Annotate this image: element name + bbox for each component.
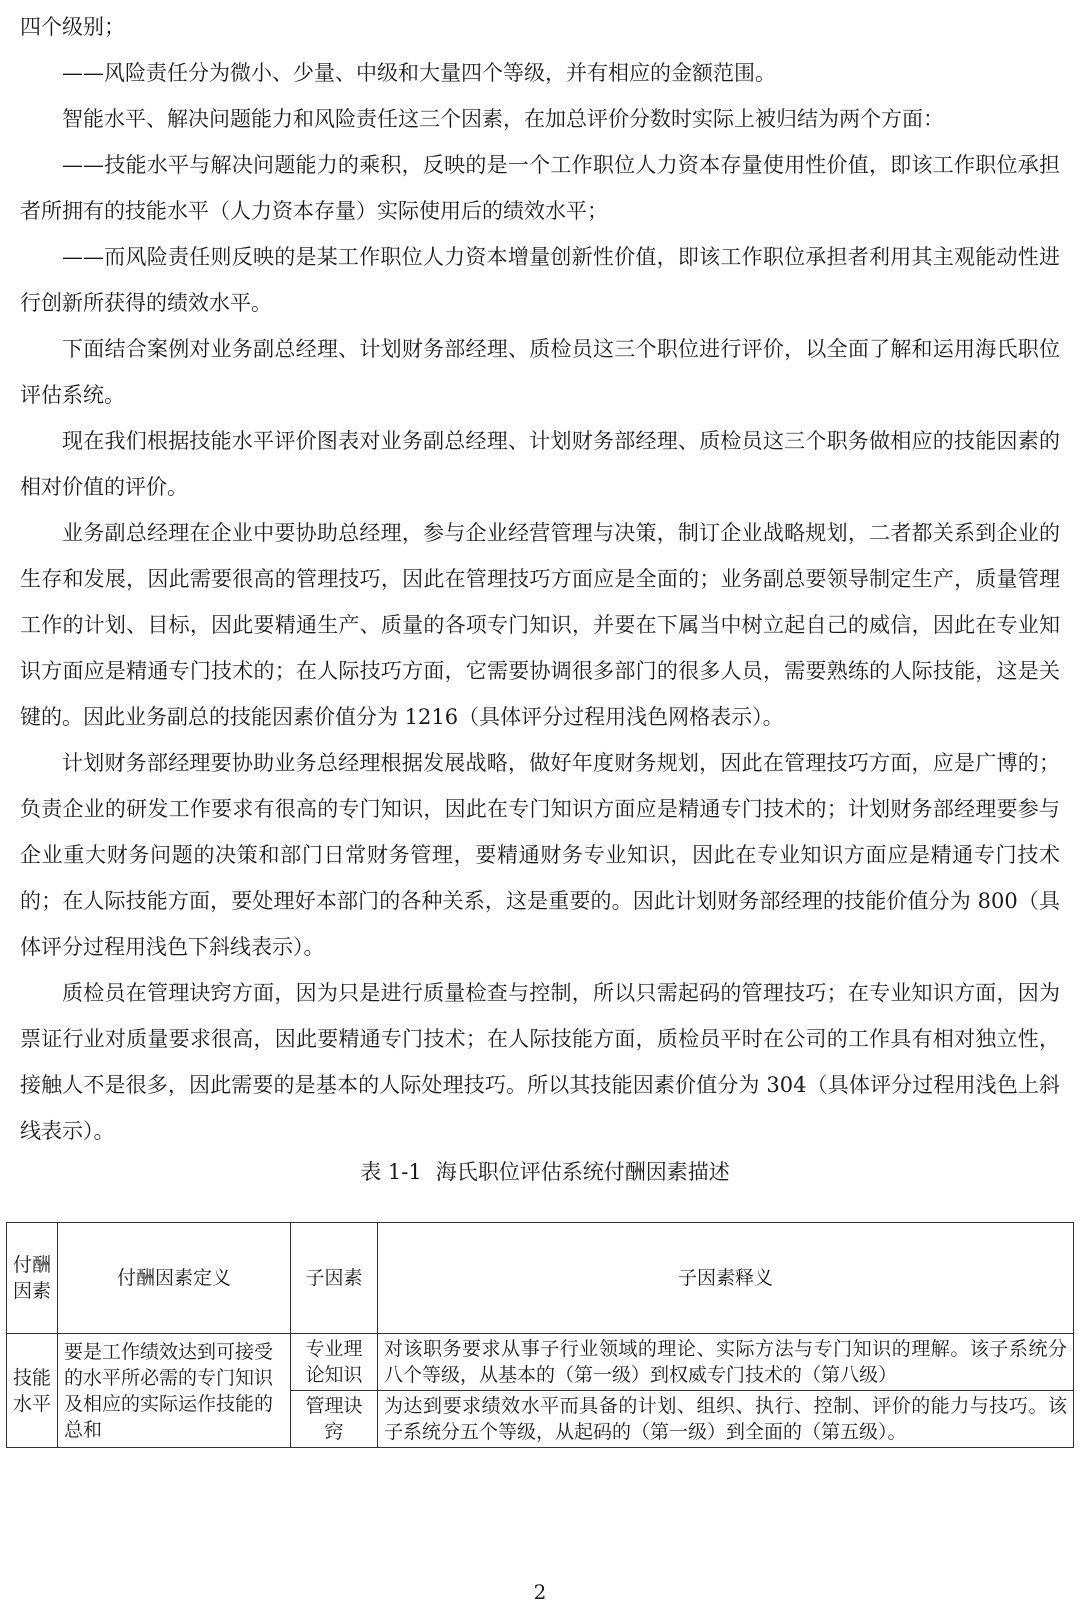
header-definition: 付酬因素定义	[58, 1223, 291, 1334]
paragraph: 质检员在管理诀窍方面，因为只是进行质量检查与控制，所以只需起码的管理技巧；在专业知识方面，因为票证行业对质量要求很高，因此要精通专门技术；在人际技能方面，质检员平时在公司的工作具有相对独立性，接触人不是很多，因此需要的是基本的人际处理技巧。所以其技能因素价值分为 304（具体评分过程用浅色上斜线表示）。	[20, 981, 1060, 1143]
header-explanation: 子因素释义	[378, 1223, 1074, 1334]
cell-subfactor: 管理诀窍	[291, 1391, 378, 1448]
paragraph: 下面结合案例对业务副总经理、计划财务部经理、质检员这三个职位进行评价，以全面了解和运用海氏职位评估系统。	[20, 337, 1060, 407]
table-header-row	[7, 1223, 1074, 1334]
table-row	[7, 1334, 1074, 1391]
table-caption-title: 海氏职位评估系统付酬因素描述	[435, 1160, 730, 1184]
cell-definition: 要是工作绩效达到可接受的水平所必需的专门知识及相应的实际运作技能的总和	[58, 1334, 291, 1448]
table-caption-number: 表 1-1	[360, 1160, 422, 1184]
factor-table	[6, 1222, 1074, 1448]
cell-factor: 技能水平	[7, 1334, 58, 1448]
cell-explanation: 为达到要求绩效水平而具备的计划、组织、执行、控制、评价的能力与技巧。该子系统分五个等级，从起码的（第一级）到全面的（第五级）。	[378, 1391, 1074, 1448]
header-factor: 付酬因素	[7, 1223, 58, 1334]
body-text	[20, 4, 1060, 1190]
cell-explanation: 对该职务要求从事子行业领域的理论、实际方法与专门知识的理解。该子系统分八个等级，从基本的（第一级）到权威专门技术的（第八级）	[378, 1334, 1074, 1391]
paragraph: 业务副总经理在企业中要协助总经理，参与企业经营管理与决策，制订企业战略规划，二者都关系到企业的生存和发展，因此需要很高的管理技巧，因此在管理技巧方面应是全面的；业务副总要领导制定生产，质量管理工作的计划、目标，因此要精通生产、质量的各项专门知识，并要在下属当中树立起自己的威信，因此在专业知识方面应是精通专门技术的；在人际技巧方面，它需要协调很多部门的很多人员，需要熟练的人际技能，这是关键的。因此业务副总的技能因素价值分为 1216（具体评分过程用浅色网格表示）。	[20, 521, 1060, 729]
paragraph: 计划财务部经理要协助业务总经理根据发展战略，做好年度财务规划，因此在管理技巧方面，应是广博的；负责企业的研发工作要求有很高的专门知识，因此在专门知识方面应是精通专门技术的；计划财务部经理要参与企业重大财务问题的决策和部门日常财务管理，要精通财务专业知识，因此在专业知识方面应是精通专门技术的；在人际技能方面，要处理好本部门的各种关系，这是重要的。因此计划财务部经理的技能价值分为 800（具体评分过程用浅色下斜线表示）。	[20, 751, 1060, 959]
table-caption	[20, 1154, 1060, 1190]
paragraph: 现在我们根据技能水平评价图表对业务副总经理、计划财务部经理、质检员这三个职务做相应的技能因素的相对价值的评价。	[20, 429, 1060, 499]
header-subfactor: 子因素	[291, 1223, 378, 1334]
page-number: 2	[533, 1580, 547, 1604]
paragraph: ——技能水平与解决问题能力的乘积，反映的是一个工作职位人力资本存量使用性价值，即该工作职位承担者所拥有的技能水平（人力资本存量）实际使用后的绩效水平；	[20, 153, 1060, 223]
paragraph: 四个级别；	[20, 15, 125, 39]
paragraph: ——而风险责任则反映的是某工作职位人力资本增量创新性价值，即该工作职位承担者利用其主观能动性进行创新所获得的绩效水平。	[20, 245, 1060, 315]
cell-subfactor: 专业理论知识	[291, 1334, 378, 1391]
paragraph: 智能水平、解决问题能力和风险责任这三个因素，在加总评价分数时实际上被归结为两个方面：	[62, 107, 944, 131]
paragraph: ——风险责任分为微小、少量、中级和大量四个等级，并有相应的金额范围。	[62, 61, 776, 85]
